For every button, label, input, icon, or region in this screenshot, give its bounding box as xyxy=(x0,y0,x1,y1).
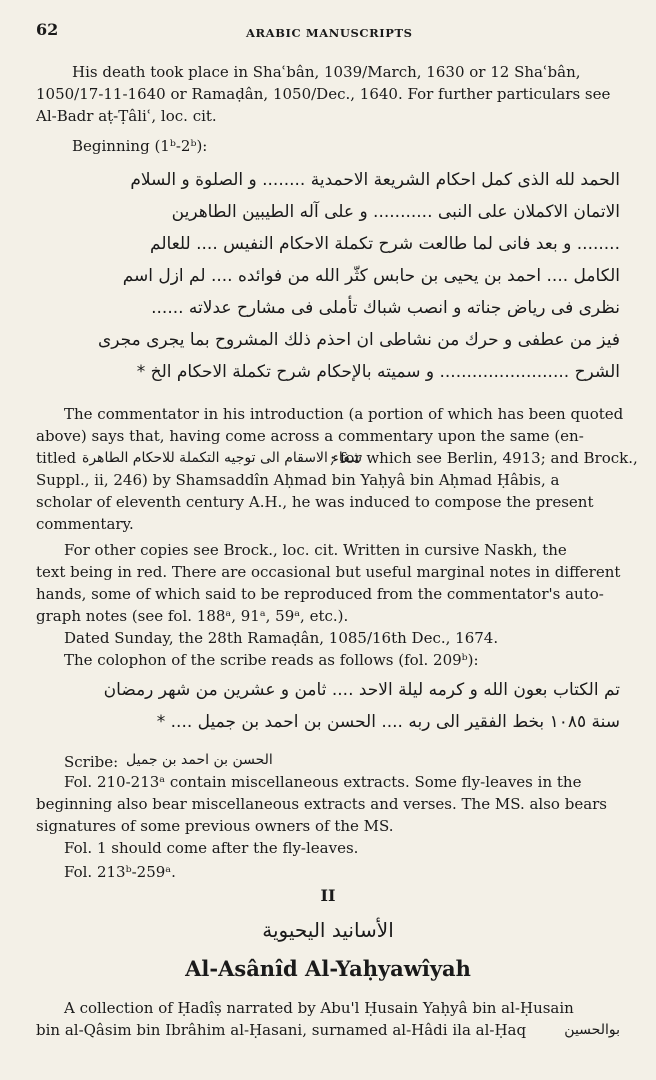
english-work-title: Al-Asânîd Al-Yaḥyawîyah xyxy=(185,956,471,981)
para4-line-3: signatures of some previous owners of the MS. xyxy=(36,817,394,835)
fol-range: Fol. 213ᵇ-259ᵃ. xyxy=(64,863,176,881)
para2-line-6: commentary. xyxy=(36,515,134,533)
colophon-intro: The colophon of the scribe reads as follows (fol. 209ᵇ): xyxy=(64,651,479,669)
para2-line-5: scholar of eleventh century A.H., he was induced to compose the present xyxy=(36,493,594,511)
section-number: II xyxy=(320,886,336,905)
arabic-line-1: الحمد لله الذى كمل احكام الشريعة الاحمدية ........ و الصلوة و السلام xyxy=(130,170,620,190)
para2-line-3: ; for which see Berlin, 4913; and Brock., xyxy=(330,449,638,467)
arabic-line-7: الشرح ........................ و سميته بالإحكام شرح تكملة الاحكام الخ * xyxy=(136,362,620,382)
dated-line: Dated Sunday, the 28th Ramaḍân, 1085/16th Dec., 1674. xyxy=(64,629,499,647)
beginning-label: Beginning (1ᵇ-2ᵇ): xyxy=(72,137,208,155)
fol1-note: Fol. 1 should come after the fly-leaves. xyxy=(64,839,359,857)
para2-titled: titled xyxy=(36,449,77,467)
colophon-arabic-line-2: سنة ١٠٨٥ بخط الفقير الى ربه .... الحسن بن احمد بن جميل .... * xyxy=(156,712,620,732)
para4-line-2: beginning also bear miscellaneous extracts and verses. The MS. also bears xyxy=(36,795,608,813)
para2-line-4: Suppl., ii, 246) by Shamsaddîn Aḥmad bin Yaḥyâ bin Aḥmad Ḥâbis, a xyxy=(36,471,560,489)
colophon-arabic-line-1: تم الكتاب بعون الله و كرمه ليلة الاحد .... ثامن و عشرين من شهر رمضان xyxy=(103,680,620,700)
arabic-line-6: فيز من عطفى و حرك من نشاطى ان احذم ذلك المشروح بما يجرى مجرى xyxy=(97,330,620,350)
para2-arabic-title: شفاء الاسقام الى توجيه التكملة للاحكام الطاهرة xyxy=(82,450,362,466)
para3-line-2: text being in red. There are occasional but useful marginal notes in different xyxy=(36,563,621,581)
para1-line-2: 1050/17-11-1640 or Ramaḍân, 1050/Dec., 1640. For further particulars see xyxy=(36,85,611,103)
arabic-line-3: ........ و بعد فانى لما طالعت شرح تكملة الاحكام النفيس .... للعالم xyxy=(150,234,620,254)
para3-line-1: For other copies see Brock., loc. cit. Written in cursive Naskh, the xyxy=(64,541,567,559)
para5-arabic-tail: بوالحسين xyxy=(564,1022,620,1038)
arabic-line-4: الكامل .... احمد بن يحيى بن حابس كثّر الله من فوائده .... لم ازل اسم xyxy=(122,266,620,286)
page-number: 62 xyxy=(36,20,59,39)
scribe-label: Scribe: xyxy=(64,753,119,771)
para4-line-1: Fol. 210-213ᵃ contain miscellaneous extracts. Some fly-leaves in the xyxy=(64,773,582,791)
para1-line-1: His death took place in Shaʿbân, 1039/March, 1630 or 12 Shaʿbân, xyxy=(72,63,581,81)
arabic-line-2: الاتمان الاكملان على النبى ........... و على آله الطيبين الطاهرين xyxy=(171,202,620,222)
arabic-line-5: نظرى فى رياض جناته و انصب شباك تأملى فى مشارح عدلاته ...... xyxy=(151,298,620,318)
para2-line-2: above) says that, having come across a commentary upon the same (en- xyxy=(36,427,584,445)
running-title: ARABIC MANUSCRIPTS xyxy=(246,26,413,40)
para1-line-3: Al-Badr aṭ-Ṭâliʿ, loc. cit. xyxy=(36,107,217,125)
para3-line-4: graph notes (see fol. 188ᵃ, 91ᵃ, 59ᵃ, etc.). xyxy=(36,607,349,625)
arabic-work-title: الأسانيد اليحيوية xyxy=(262,918,394,942)
para3-line-3: hands, some of which said to be reproduced from the commentator's auto- xyxy=(36,585,604,603)
para5-line-1: A collection of Ḥadîṣ narrated by Abu'l Ḥusain Yaḥyâ bin al-Ḥusain xyxy=(64,999,574,1017)
para2-line-1: The commentator in his introduction (a portion of which has been quoted xyxy=(64,405,624,423)
scribe-arabic: الحسن بن احمد بن جميل xyxy=(126,752,273,768)
para5-line-2: bin al-Qâsim bin Ibrâhim al-Ḥasani, surnamed al-Hâdi ila al-Ḥaq xyxy=(36,1021,527,1039)
